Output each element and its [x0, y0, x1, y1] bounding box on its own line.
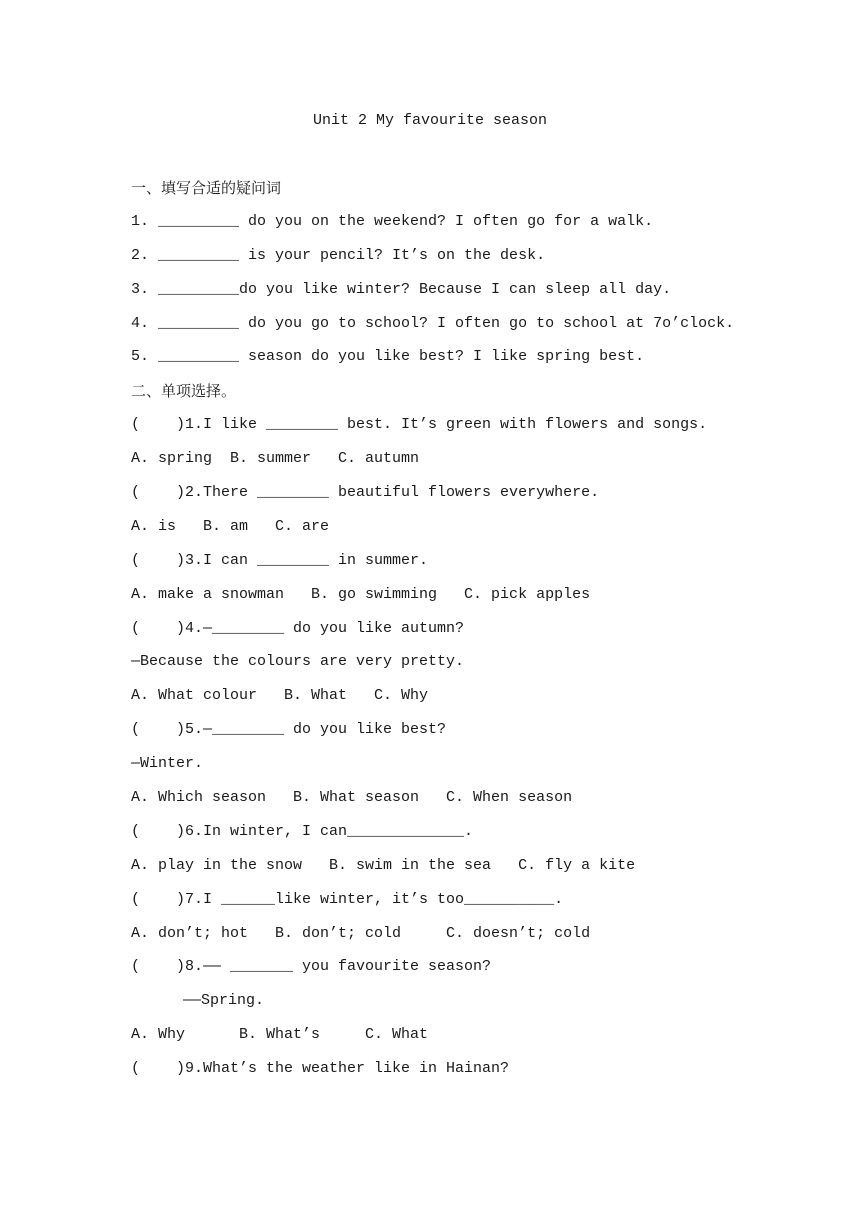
options-line: A. play in the snow B. swim in the sea C. fly a kite: [131, 856, 636, 874]
question-line: ( )2.There ________ beautiful flowers everywhere.: [131, 484, 600, 502]
dialogue-line: —Winter.: [131, 755, 204, 773]
question-line: ( )4.—________ do you like autumn?: [131, 619, 465, 637]
options-line: A. don’t; hot B. don’t; cold C. doesn’t; cold: [131, 924, 591, 942]
question-line: ( )7.I ______like winter, it’s too__________.: [131, 890, 564, 908]
question-line: ( )6.In winter, I can_____________.: [131, 822, 474, 840]
options-line: A. Why B. What’s C. What: [131, 1026, 429, 1044]
worksheet-content: [131, 178, 831, 1093]
fill-in-item: 2. _________ is your pencil? It’s on the desk.: [131, 246, 546, 264]
options-line: A. Which season B. What season C. When season: [131, 789, 573, 807]
fill-in-item: 1. _________ do you on the weekend? I often go for a walk.: [131, 212, 654, 230]
dialogue-line: ——Spring.: [183, 992, 265, 1010]
options-line: A. spring B. summer C. autumn: [131, 450, 420, 468]
section-heading-multiple-choice: 二、单项选择。: [131, 382, 237, 401]
question-line: ( )3.I can ________ in summer.: [131, 551, 429, 569]
fill-in-item: 4. _________ do you go to school? I often go to school at 7o’clock.: [131, 314, 735, 332]
question-line: ( )9.What’s the weather like in Hainan?: [131, 1060, 510, 1078]
section-heading-fill-in: 一、填写合适的疑问词: [131, 179, 282, 197]
dialogue-line: —Because the colours are very pretty.: [131, 653, 465, 671]
question-line: ( )1.I like ________ best. It’s green with flowers and songs.: [131, 416, 708, 434]
page-title: Unit 2 My favourite season: [312, 112, 548, 129]
options-line: A. is B. am C. are: [131, 517, 330, 535]
fill-in-item: 5. _________ season do you like best? I like spring best.: [131, 348, 645, 366]
question-line: ( )5.—________ do you like best?: [131, 721, 447, 739]
options-line: A. make a snowman B. go swimming C. pick apples: [131, 585, 591, 603]
options-line: A. What colour B. What C. Why: [131, 687, 429, 705]
fill-in-item: 3. _________do you like winter? Because I can sleep all day.: [131, 280, 672, 298]
question-line: ( )8.—— _______ you favourite season?: [131, 958, 492, 976]
